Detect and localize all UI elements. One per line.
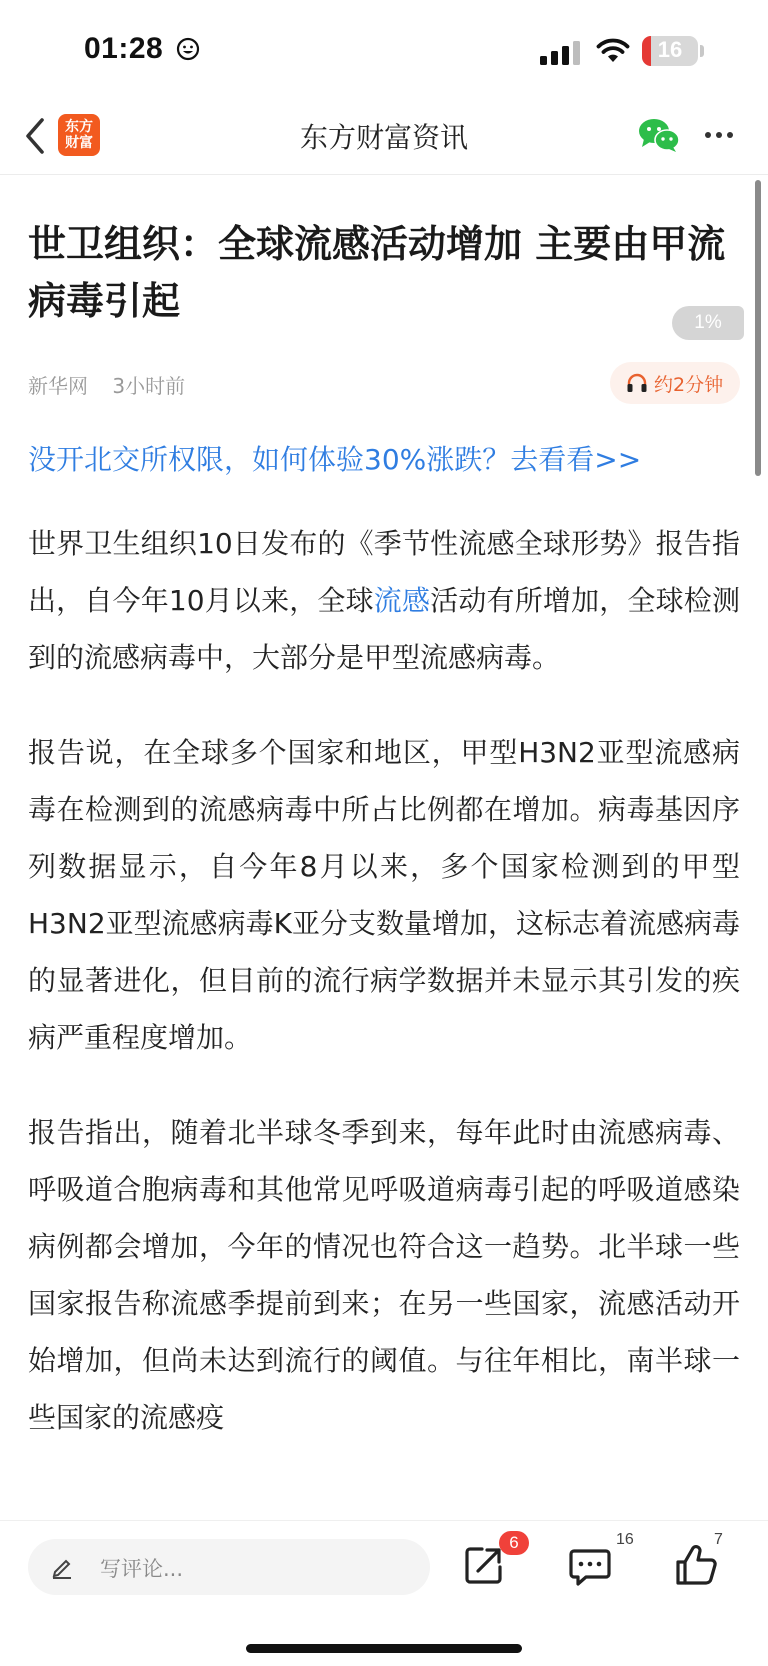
like-icon[interactable] <box>674 1543 718 1587</box>
home-indicator <box>246 1644 522 1653</box>
paragraph-text: 世界卫生组织10日发布的《季节性流感全球形势》报告指出，自今年10月以来，全球 <box>28 527 740 617</box>
article-body <box>28 515 740 1510</box>
app-logo-line1: 东方 <box>65 119 93 135</box>
battery-cap <box>700 45 704 57</box>
battery-level-text: 16 <box>657 37 683 62</box>
article-time: 3小时前 <box>112 374 186 398</box>
listen-duration: 约2分钟 <box>654 374 724 396</box>
paragraph-text: 活动有所增加，全球检测到的流感病毒中，大部分是甲型流感病毒。 <box>28 584 740 674</box>
like-count: 7 <box>714 1531 723 1548</box>
scrollbar[interactable] <box>755 180 761 476</box>
nav-bar <box>0 100 768 175</box>
page-title: 东方财富资讯 <box>299 121 468 154</box>
comment-icon[interactable] <box>568 1543 612 1587</box>
reading-progress-badge: 1% <box>672 306 744 340</box>
battery-icon <box>642 36 698 66</box>
article-paragraph: 报告说，在全球多个国家和地区，甲型H3N2亚型流感病毒在检测到的流感病毒中所占比例都在增加。病毒基因序列数据显示，自今年8月以来，多个国家检测到的甲型H3N2亚型流感病毒K亚分支数量增加，这标志着流感病毒的显著进化，但目前的流行病学数据并未显示其引发的疾病严重程度增加。 <box>28 736 740 1054</box>
app-logo-line2: 财富 <box>65 135 93 151</box>
article-source: 新华网 <box>28 374 88 398</box>
listen-button[interactable] <box>610 362 740 404</box>
share-icon[interactable] <box>462 1543 506 1587</box>
article-paragraph <box>28 515 740 686</box>
smiley-icon <box>176 37 200 61</box>
article-headline: 世卫组织：全球流感活动增加 主要由甲流病毒引起 <box>28 222 726 323</box>
comment-input[interactable] <box>28 1539 430 1595</box>
pen-icon <box>50 1555 74 1579</box>
article-meta <box>28 370 203 399</box>
headphones-icon <box>626 373 648 393</box>
comment-placeholder: 写评论... <box>100 1557 184 1581</box>
wifi-icon <box>596 38 630 64</box>
status-bar <box>0 0 768 100</box>
more-icon[interactable] <box>704 130 734 140</box>
promo-link[interactable]: 没开北交所权限，如何体验30%涨跌？去看看>> <box>28 443 642 476</box>
comment-count: 16 <box>616 1531 634 1548</box>
wechat-share-icon[interactable] <box>638 117 680 153</box>
cellular-signal-icon <box>540 41 582 65</box>
share-badge: 6 <box>499 1531 529 1555</box>
status-time: 01:28 <box>84 32 164 65</box>
keyword-link[interactable]: 流感 <box>373 584 431 617</box>
article-paragraph: 报告指出，随着北半球冬季到来，每年此时由流感病毒、呼吸道合胞病毒和其他常见呼吸道病毒引起的呼吸道感染病例都会增加，今年的情况也符合这一趋势。北半球一些国家报告称流感季提前到来；在另一些国家，流感活动开始增加，但尚未达到流行的阈值。与往年相比，南半球一些国家的流感疫 <box>28 1116 740 1434</box>
